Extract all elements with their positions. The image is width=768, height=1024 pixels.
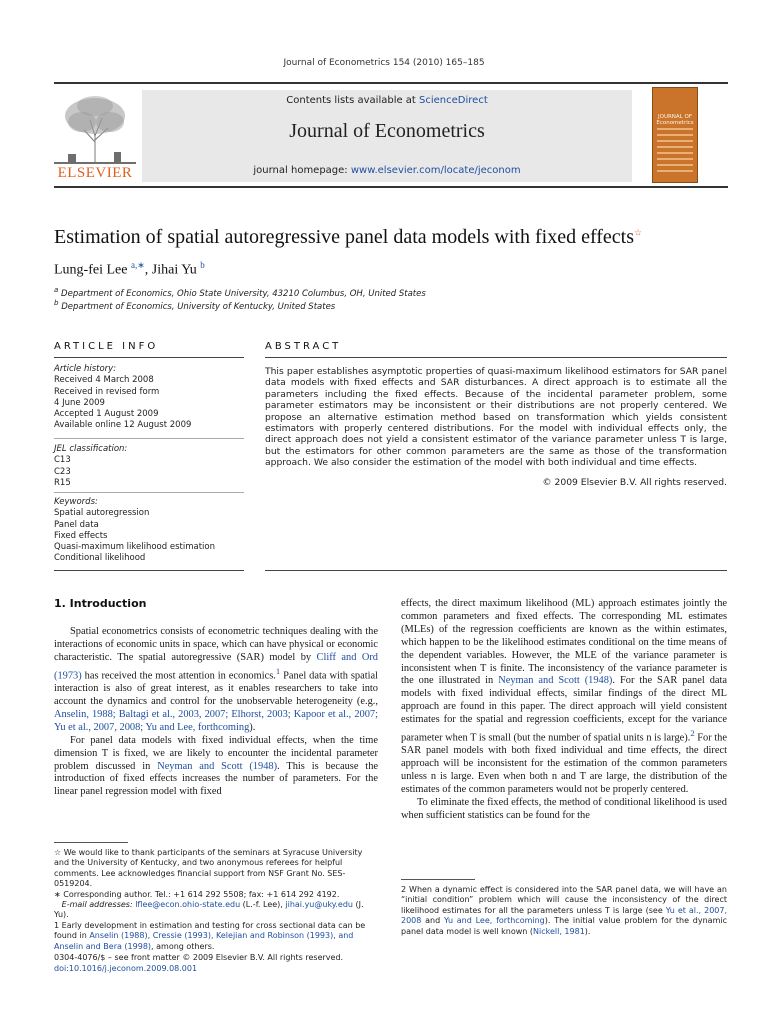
section-heading: 1. Introduction: [54, 597, 147, 610]
citation-link[interactable]: Anselin, 1988; Baltagi et al., 2003, 2007; Elhorst, 2003; Kapoor et al., 2007; Yu et al., 2007, 2008; Yu and Lee, forthcoming: [54, 708, 378, 733]
citation-link[interactable]: Yu et al., 2007, 2008: [401, 905, 728, 926]
article-info-rule: [54, 357, 244, 358]
header-rule-bottom: [54, 186, 728, 188]
paragraph: Spatial econometrics consists of econometric techniques dealing with the interactions of economic units in space, which can have physical or economic characteristic. The spatial autoregressive (SAR) model by Cliff and Ord (1973) has received the most attention in economics.$^1$ Panel data with spatial interaction is also of great interest, as it enables researchers to take into account the dynamics and control for the unobservable heterogeneity (e.g., Anselin, 1988; Baltagi et al., 2003, 2007; Elhorst, 2003; Kapoor et al., 2007; Yu et al., 2007, 2008; Yu and Lee, forthcoming).: [54, 626, 378, 733]
homepage-line: [142, 165, 632, 176]
footnote-ref[interactable]: 1: [275, 665, 281, 676]
abstract-rule: [265, 357, 727, 358]
paragraph: For panel data models with fixed individual effects, when the time dimension T is fixed, we are likely to encounter the incidental parameter problem discussed in Neyman and Scott (1948). This is because the introduction of fixed effects increases the number of parameters. For the linear panel regression model with fixed: [54, 734, 378, 798]
footnote-emails: E-mail addresses: lflee@econ.ohio-state.edu (L.-f. Lee), jihai.yu@uky.edu (J. Yu).: [54, 900, 364, 920]
paper-title: [54, 226, 642, 249]
header-rule-top: [54, 82, 728, 84]
journal-cover-thumbnail: [652, 87, 698, 183]
issn-doi-block: [54, 952, 343, 974]
publisher-wordmark: ELSEVIER: [57, 165, 133, 181]
citation-link[interactable]: Yu and Lee, forthcoming: [443, 916, 545, 926]
info-bottom-rule: [54, 570, 244, 571]
intro-right-column: [401, 598, 727, 823]
author-affil-mark[interactable]: b: [200, 260, 205, 270]
author-name: Lung-fei Lee: [54, 262, 128, 278]
abstract-label: ABSTRACT: [265, 341, 342, 352]
article-history: Article history: Received 4 March 2008 Received in revised form 4 June 2009 Accepted 1 August 2009 Available online 12 August 2009: [54, 364, 192, 431]
abstract-copyright: © 2009 Elsevier B.V. All rights reserved.: [542, 477, 727, 488]
info-divider: [54, 438, 244, 439]
citation-link[interactable]: Neyman and Scott (1948): [498, 675, 613, 687]
paragraph: effects, the direct maximum likelihood (ML) approach estimates jointly the common parameters and fixed effects. The corresponding ML estimates (MLEs) of the regression coefficients are known as the within estimates, which happen to be the likelihood estimates conditional on the time means of the dependent variables. However, the MLE of the variance parameter is inconsistent when T is finite. The inconsistency of the variance parameter is the one illustrated in Neyman and Scott (1948). For the SAR panel data models with fixed individual effects, similar findings of the direct ML approach are found in this paper. The direct approach will yield consistent estimates for the spatial and regression coefficients, except for the variance parameter when T is small (but the number of spatial units n is large).$^2$ For the SAR panel models with both fixed individual and time effects, the direct approach will be inconsistent for the estimation of the common parameters unless n is large. Even when both n and T are large, the distribution of the estimates of the common parameters would not be properly centered.: [401, 598, 728, 796]
footnote-ref[interactable]: 2: [690, 728, 695, 739]
jel-classification: JEL classification: C13 C23 R15: [54, 444, 128, 488]
affiliation-a: $^a$ Department of Economics, Ohio State University, 43210 Columbus, OH, United States: [54, 285, 426, 299]
footnote-rule: [401, 879, 475, 880]
citation-link[interactable]: Nickell, 1981: [533, 926, 585, 936]
citation-link[interactable]: Cliff and Ord (1973): [54, 651, 378, 682]
footnotes-left: [54, 848, 378, 952]
doi-link[interactable]: doi:10.1016/j.jeconom.2009.08.001: [54, 964, 198, 973]
keywords: Keywords: Spatial autoregression Panel data Fixed effects Quasi-maximum likelihood estimation Conditional likelihood: [54, 497, 215, 564]
contents-prefix: Contents lists available at: [286, 95, 420, 106]
homepage-prefix: journal homepage:: [253, 165, 351, 176]
footnote-corresponding: ∗ Corresponding author. Tel.: +1 614 292 5508; fax: +1 614 292 4192.: [54, 889, 340, 899]
footnote-2: 2 When a dynamic effect is considered into the SAR panel data, we will have an “initial condition” problem which will cause the inconsistency of the direct likelihood estimates for all the parameters unless T is large (see Yu et al., 2007, 2008 and Yu and Lee, forthcoming). The initial value problem for the dynamic panel data model is well known (Nickell, 1981).: [401, 885, 728, 936]
authors-line: Lung-fei Lee $^{a,∗}$, Jihai Yu $^b$: [54, 260, 205, 278]
cover-title: JOURNAL OF Econometrics: [656, 114, 694, 126]
author-name: Jihai Yu: [151, 262, 197, 278]
footnote-1: 1 Early development in estimation and testing for cross sectional data can be found in Anselin (1988), Cressie (1993), Kelejian and Robinson (1993), and Anselin and Bera (1998), among others.: [54, 920, 366, 951]
citation-link[interactable]: Anselin (1988), Cressie (1993), Kelejian and Robinson (1993), and Anselin and Bera (1998): [54, 931, 354, 951]
abstract-bottom-rule: [265, 570, 727, 571]
issn-line: 0304-4076/$ – see front matter © 2009 Elsevier B.V. All rights reserved.: [54, 953, 344, 962]
journal-reference: Journal of Econometrics 154 (2010) 165–185: [283, 58, 485, 68]
footnote-star: ☆ We would like to thank participants of the seminars at Syracuse University and the University of Kentucky, and two anonymous referees for helpful comments. Lee acknowledges financial support from NSF Grant No. SES-0519204.: [54, 848, 363, 889]
cover-contents-lines: [657, 128, 693, 176]
contents-line: [142, 95, 632, 106]
homepage-link[interactable]: www.elsevier.com/locate/jeconom: [350, 165, 521, 176]
abstract-text: This paper establishes asymptotic properties of quasi-maximum likelihood estimators for SAR panel data models with fixed effects and SAR disturbances. A direct approach is to estimate all the parameters including the fixed effects. Because of the incidental parameter problem, some parameter estimators may be inconsistent or their distributions are not properly centered. We propose an alternative estimation method based on transformation which yields consistent estimators with properly centered distributions. For the model with individual effects only, the direct approach does not yield a consistent estimator of the variance parameter unless T is large, but the estimators for other common parameters are the same as those of the transformation approach. We also consider the estimation of the model with both individual and time effects.: [265, 366, 727, 469]
footnote-rule: [54, 842, 128, 843]
title-footnote-star-icon[interactable]: ☆: [634, 227, 643, 238]
info-divider: [54, 492, 244, 493]
article-info-label: ARTICLE INFO: [54, 341, 159, 352]
paper-title-text: Estimation of spatial autoregressive panel data models with fixed effects: [54, 226, 635, 248]
email-link[interactable]: jihai.yu@uky.edu: [285, 900, 354, 910]
journal-title: Journal of Econometrics: [289, 120, 485, 142]
intro-left-column: [54, 626, 378, 799]
affiliation-b: $^b$ Department of Economics, University of Kentucky, United States: [54, 298, 336, 312]
author-affil-mark[interactable]: a,∗: [130, 260, 145, 270]
paragraph: To eliminate the fixed effects, the method of conditional likelihood is used when sufficient statistics can be found for the: [401, 797, 727, 821]
citation-link[interactable]: Neyman and Scott (1948): [157, 760, 278, 772]
email-link[interactable]: lflee@econ.ohio-state.edu: [135, 900, 241, 910]
sciencedirect-link[interactable]: ScienceDirect: [419, 95, 488, 106]
